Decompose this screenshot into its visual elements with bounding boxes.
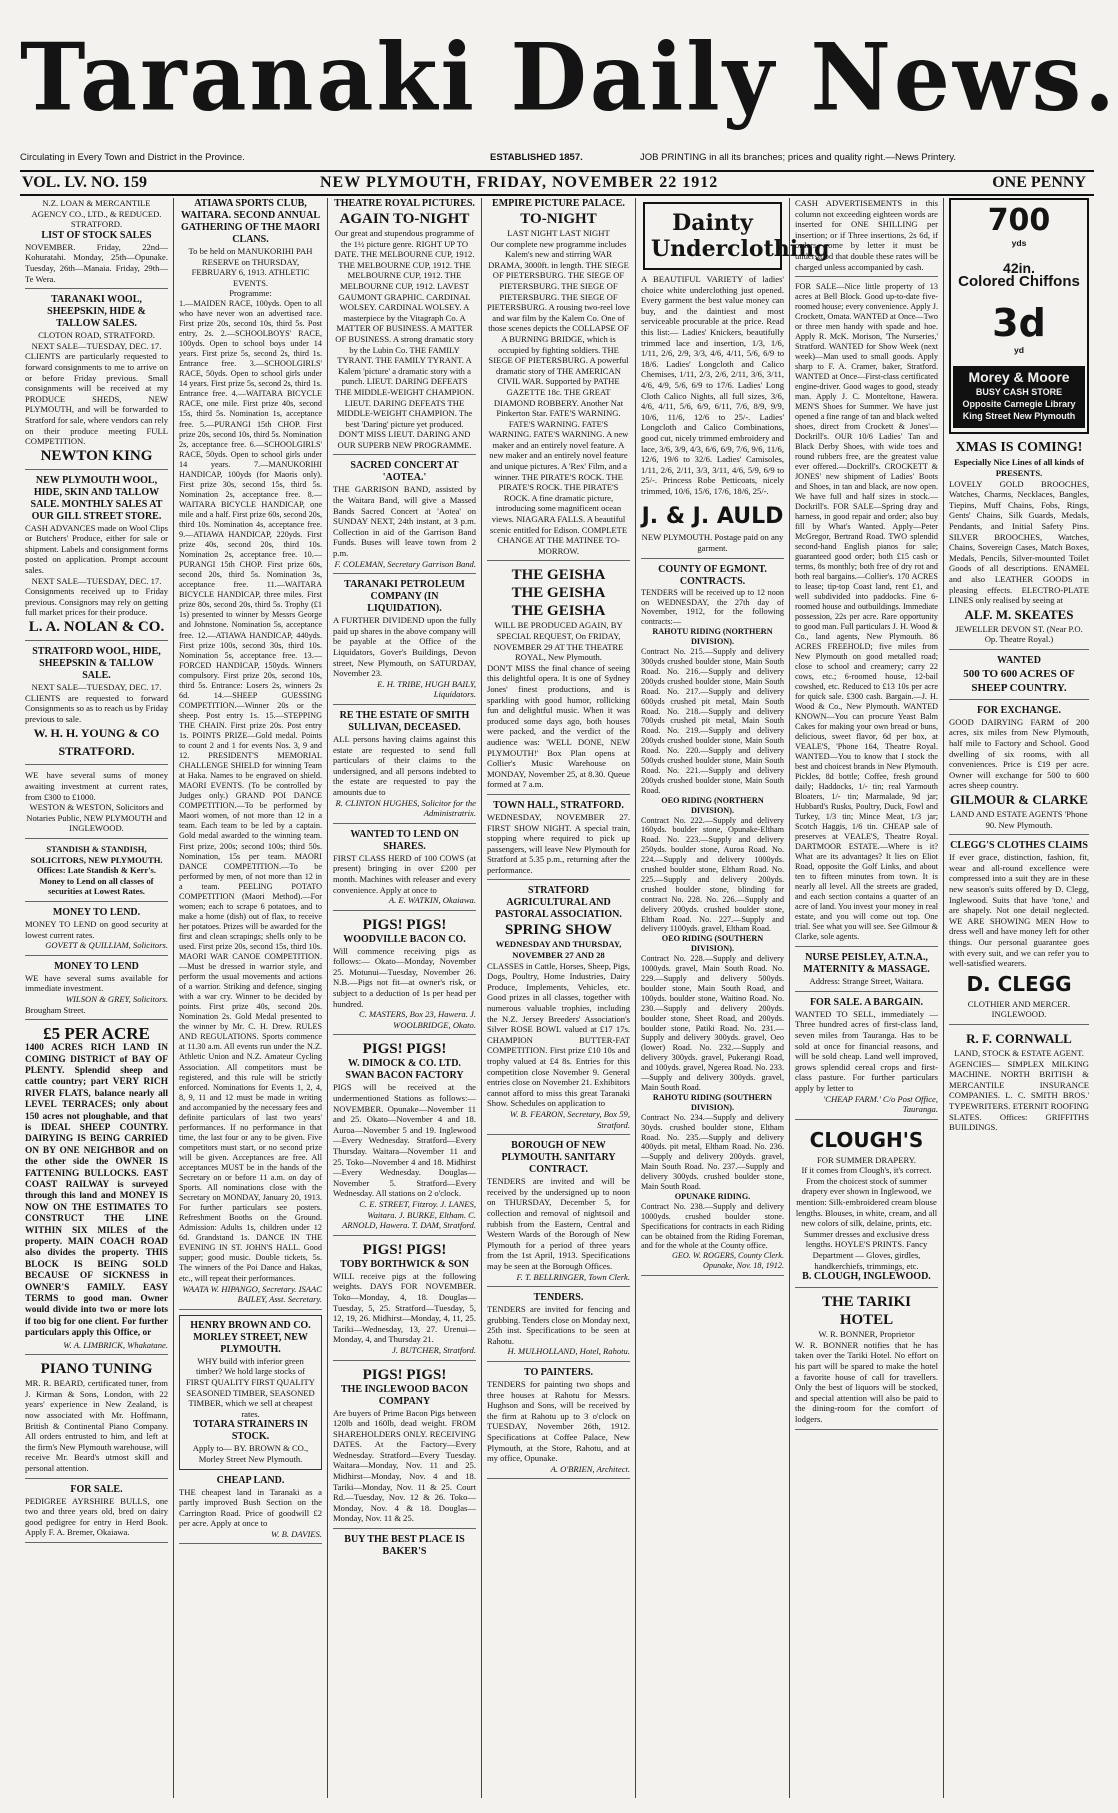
ad-body: TENDERS for painting two shops and three houses at Rahotu for Messrs. Hughson and Sons, will be received by the firm at Rahotu up to 3 o'clock on TUESDAY, November 26th, 1912. Specifications at Coffee Palace, New Plymouth, at the Store, Rahotu, and at my office, Opunake. bbox=[487, 1379, 630, 1464]
spring-show-ad bbox=[487, 885, 630, 1135]
ad-body: CLIENTS are particularly requested to forward consignments to me to arrive on or before Friday previous. Small consignments will be received at my PRODUCE SHEDS, NEW PLYMOUTH, and will be forwarded to Stratford for sale, where vendors can rely on their produce meeting FULL COMPETITION. bbox=[25, 351, 168, 447]
ad-signature: H. MULHOLLAND, Hotel, Rahotu. bbox=[507, 1346, 630, 1357]
ad-signature: ALF. M. SKEATES bbox=[964, 606, 1074, 622]
ad-date: NEXT SALE—TUESDAY, DEC. 17. bbox=[31, 340, 162, 351]
dainty-underclothing-ad bbox=[641, 202, 830, 559]
ad-signature: C. MASTERS, Box 23, Hawera. J. WOOLBRIDGE, Okato. bbox=[359, 1009, 476, 1030]
ad-subtitle: AGAIN TO-NIGHT bbox=[339, 211, 470, 227]
ad-body: THE GARRISON BAND, assisted by the Waitara Band, will give a Massed Bands Sacred Concert at 'Aotea' on SUNDAY NEXT, 24th instant, at 3 p.m. Collection in aid of the Garrison Band Funds. Buses will leave town from 2 p.m. bbox=[333, 484, 476, 559]
column-2 bbox=[174, 198, 328, 1798]
clough-ad bbox=[795, 1125, 938, 1289]
ad-subtitle: FOR SUMMER DRAPERY. bbox=[817, 1154, 916, 1165]
ad-address: CLOTON ROAD, STRATFORD. bbox=[38, 330, 155, 341]
painters-ad bbox=[487, 1367, 630, 1479]
morey-moore-banner bbox=[953, 366, 1085, 429]
section-heading: RAHOTU RIDING (SOUTHERN DIVISION). bbox=[652, 1092, 773, 1112]
theatre-royal-ad bbox=[333, 198, 476, 455]
ad-title: THE TARIKI HOTEL bbox=[821, 1294, 912, 1329]
piano-tuning-ad bbox=[25, 1360, 168, 1478]
ad-signature: D. CLEGG bbox=[966, 971, 1072, 996]
ad-body: WE have several sums available for immediate investment. bbox=[25, 972, 168, 994]
ad-signature: B. CLOUGH, INGLEWOOD. bbox=[802, 1271, 931, 1283]
wanted-shares-ad bbox=[333, 829, 476, 911]
ad-date: NEXT SALE—TUESDAY, DEC. 17. bbox=[31, 575, 162, 586]
ad-body: WILL receive pigs at the following weights. DAYS FOR NOVEMBER. Toko—Monday, 4, 18. Douglas—Tuesday, 5, 25. Stratford—Tuesday, 5, 12, 19, 26. Midhirst—Monday, 4, 11, 25. Tariki—Wednesday, 13, 27. Urenui—Monday, 4, and Thursday 21. bbox=[333, 1270, 476, 1345]
sacred-concert-ad bbox=[333, 460, 476, 574]
established-note: ESTABLISHED 1857. bbox=[490, 152, 583, 163]
ad-body: If it comes from Clough's, it's correct. From the choicest stock of summer drapery ever shown in Inglewood, we mention: Silk-embroidered cream blouse lengths. Blouses, in white, cream, and all new colors of silk, delaine, prints, etc. Summer dresses and exclusive dress lengths. HOYLE'S PRINTS. Fancy Department — Gloves, girdles, handkerchiefs, trimmings, etc. bbox=[795, 1165, 938, 1271]
ad-body: NOVEMBER. Friday, 22nd—Kohuratahi. Monday, 25th—Opunake. Tuesday, 26th—Manaia. Friday, 29th—Te Wera. bbox=[25, 241, 168, 284]
ad-body: THE cheapest land in Taranaki as a partly improved Bush Section on the Carrington Road. Price of goodwill £2 per acre. Apply at once to bbox=[179, 1486, 322, 1529]
column-1 bbox=[20, 198, 174, 1798]
standish-ad bbox=[25, 844, 168, 902]
woodville-bacon-ad bbox=[333, 916, 476, 1036]
classified-ads: FOR SALE—Nice little property of 13 acres at Bell Block. Good up-to-date five-roomed house; every convenience. Apply J. Crockett, Omata. WANTED at Once—Two or three men handy with spade and hoe. Apply R. McK. Morison, 'The Nurseries,' Stratford. WANTED for Show Week (next week)—Man used to small goods. Apply sharp to F. A. Cramer, baker, Stratford. WANTED at Once—First-class certificated engine-driver. Good wages to good, steady man. Apply J. C. Monteltone, Hawera. MEN'S Shoes for Summer. We have just opened a fine range of tan and black welted shoes, direct from Crockett & Jones'—Dockrill's. OUR 10/6 Ladies' Tan and Black Derby Shoes, with wide toes and round rubbers free, are the greatest value ever offered.—Dockrill's. CROCKETT & JONES' new shipment of Ladies' Boots and Shoes, in tan and black, are now open. We have full and half sizes in stock.—Dockrill's. FOR SALE—Spring dray and harness, in good repair and order; also buy fill by What's Wanted. Apply—Peter McGregor, Bertrand Road. TWO splendid second-hand English pianos for sale; guaranteed good order; both £15 cash or terms, 8s monthly; both free of dry rot and both real bargains.—Collier's. 170 ACRES to lease; tip-top Coast land, rent £1, and well subdivided into paddocks. Fine 6-roomed house and outbuildings. Immediate possession, 22s per acre. Rare opportunity to good man. Full particulars J. H. Wood & Co., land agents, New Plymouth. 86 ACRES FREEHOLD; five miles from New Plymouth on good metalled road; close to school and creamery; carry 22 cows, etc.; 6-roomed house, 12-bail cowshed, etc. Reduced to £13 10s per acre for quick sale. £300 cash. Bargain.—J. H. Wood & Co., New Plymouth. WANTED KNOWN—You can procure Yeast Balm Cakes for making your own bread or buns, delicious, sweet flavor, 6d per box, at VEALE'S, 'Phone 164, Theatre Royal. WANTED—You to know that I stock the best and choicest brands in New Plymouth. Pickles, 8d bottle; Coffee, fresh ground daily; Haddocks, 1/- tin; real Yarmouth Bloaters, 1/- tin; Marmalade, 9d jar; Hubbard's Rusks, Poultry, Duck, Fowl and Turkey, 1/3 tin; Mince Meat, 1/3 jar; Scotch Haggis, 1/6 tin. CHEAP sale of preserves at VEALE'S, Theatre Royal. DARTMOOR ESTATE.—Where is it? What are its advantages? It lies on Eliot Road, opposite the Golf Links, and about ten to fifteen minutes from town. It is nearly all level. All the streets are graded, and each section contains a quarter of an acre of land. You invest your money in real estate, and you will come out top. One trial. See what you will see. See Gilmour & Clarke, sole agents. bbox=[795, 282, 939, 942]
swan-bacon-ad bbox=[333, 1040, 476, 1235]
ad-date: NEXT SALE—TUESDAY, DEC. 17. bbox=[31, 682, 162, 693]
ad-subtitle: Especially Nice Lines of all kinds of PRESENTS. bbox=[954, 457, 1084, 478]
ad-body: PIGS will be received at the undermentioned Stations as follows:— NOVEMBER. Opunake—November 11 and 25. Okato—November 4 and 18. Auroa—November 5 and 19. Inglewood—Every Wednesday. Stratford—Every Thursday. Waitara—November 11 and 25. Toko—November 4 and 18. Midhirst—Every Wednesday. Douglas—November 5. Stratford—Every Wednesday. All stations on 2 o'clock. bbox=[333, 1082, 476, 1199]
ad-title: XMAS IS COMING! bbox=[955, 440, 1083, 456]
estate-notice bbox=[333, 710, 476, 824]
bulls-for-sale-ad bbox=[25, 1484, 168, 1543]
width-label: 42in. bbox=[1003, 259, 1035, 276]
ad-body: TENDERS are invited and will be received by the undersigned up to noon on THURSDAY, December 5, for collection and removal of nightsoil and rubbish from the Eastern, Central and Western Wards of the Borough of New Plymouth for a period of three years from the 1st April, 1913. Specifications may be seen at the Borough Offices. bbox=[487, 1176, 630, 1271]
clegg-ad bbox=[949, 840, 1089, 1025]
dainty-title-1: Dainty bbox=[672, 210, 753, 236]
ad-title: TO PAINTERS. bbox=[523, 1367, 594, 1379]
ad-body: GOOD DAIRYING FARM of 200 acres, six miles from New Plymouth, half mile to Factory and School. Good dwelling of six rooms, with all conveniences. Price is £19 per acre. Owner will exchange for 500 to 600 acres sheep country. bbox=[949, 716, 1089, 791]
ad-title: FOR SALE. bbox=[70, 1483, 123, 1495]
ad-body: TENDERS will be received up to 12 noon on WEDNESDAY, the 27th day of November, 1912, for the following contracts:— bbox=[641, 587, 784, 627]
section-heading: OEO RIDING (NORTHERN DIVISION). bbox=[661, 795, 764, 815]
ad-signature: GEO. W. ROGERS, County Clerk. Opunake, Nov. 18, 1912. bbox=[671, 1251, 784, 1271]
ad-signature: F. COLEMAN, Secretary Garrison Band. bbox=[334, 558, 476, 569]
ad-title: FOR EXCHANGE. bbox=[977, 704, 1061, 716]
ad-title: R. F. CORNWALL bbox=[966, 1030, 1072, 1046]
ad-subtitle: TOBY BORTHWICK & SON bbox=[340, 1258, 469, 1270]
columns bbox=[20, 198, 1094, 1798]
ad-title: MONEY TO LEND bbox=[54, 960, 139, 972]
ad-signature: W. B. FEARON, Secretary, Box 59, Stratford. bbox=[509, 1108, 630, 1130]
column-6 bbox=[790, 198, 944, 1798]
ad-dates: WEDNESDAY AND THURSDAY, NOVEMBER 27 AND 28 bbox=[495, 939, 622, 961]
ad-body: WANTED TO SELL, immediately — Three hundred acres of first-class land, seven miles from Tauranga. Has to be sold at once for financial reasons, and will be sold cheap. Land well improved, grows splendid cereal crops and first-class pasture. For further particulars apply by letter to bbox=[795, 1008, 938, 1093]
exchange-ad bbox=[949, 705, 1089, 835]
ad-signature: C. E. STREET, Fitzroy. J. LANES, Waitara. J. BURKE, Eltham. C. ARNOLD, Hawera. T. DAM, Stratford. bbox=[342, 1198, 476, 1231]
ad-title: WANTED bbox=[997, 654, 1041, 666]
store-address: BUSY CASH STORE Opposite Carnegie Library King Street New Plymouth bbox=[962, 387, 1076, 422]
empire-picture-palace-ad bbox=[487, 198, 630, 561]
contract-list: Contract No. 215.—Supply and delivery 300yds crushed boulder stone, Main South Road. No. 216.—Supply and delivery 200yds crushed boulder stone, Main South Road. No. 217.—Supply and delivery 600yds crushed pit metal, Main South Road. No. 218.—Supply and delivery 700yds crushed pit metal, Main South Road. No. 219.—Supply and delivery 200yds crushed boulder stone, Main South Road. No. 220.—Supply and delivery 500yds crushed boulder stone, Main South Road. No. 221.—Supply and delivery 200yds crushed boulder stone, Main South Road. bbox=[641, 647, 784, 795]
ad-signature: WAATA W. HIPANGO, Secretary. ISAAC BAILEY, Asst. Secretary. bbox=[182, 1283, 322, 1305]
ad-title: WANTED TO LEND ON SHARES. bbox=[350, 828, 459, 852]
ad-body: 1.—MAIDEN RACE, 100yds. Open to all who have never won an advertised race. First prize 20s, second 10s, third 5s. Post entry, 2s. 2.—SCHOOLBOYS' RACE, 100yds. Open to school boys under 14 years. First prize 5s, second 2s, third 1s. Entrance free. 3.—SCHOOLGIRLS' RACE, 50yds. Open to school girls under 14 years. First prize 5s, second 2s, third 1s. Entrance free. 4.—WAITARA BICYCLE RACE, one mile. First prize 40s, second 15s, third 5s. Nomination 1s, acceptance free. 5.—PURANGI 15th CHOP. First prize 20s, second 10s, third 5s. Nomination 2s, acceptance free. 6.—SCHOOLGIRLS' RACE, 50yds. Open to school girls under 14 years. 7.—MANUKORIHI HANDICAP, 100yds (for Maoris only). First prize 30s, second 15s, third 5s. Nomination 2s, acceptance free. 8.—WAITARA BICYCLE HANDICAP, one mile and a half. First prize 60s, second 20s, third 10s. Nomination 4s, acceptance free. 9.—ATIAWA HANDICAP, 220yds. First prize 40s, second 20s, third 10s. Nomination 2s, acceptance free. 10.—PURANGI 15th CHOP. First prize 60s, second 20s, third 5s. Nomination 3s, acceptance free. 11.—WAITARA BICYCLE HANDICAP, three miles. First prize 80s, second 20s, third 5s. Trophy (£1 1s) presented to winner by Messrs George and Johnstone. Nomination 5s, acceptance free. 12.—ATIAWA HANDICAP, 440yds. First prize 100s, second 30s, third 10s. Nomination 5s, acceptance free. 13.—FORCED HANDICAP, 150yds. Winners compulsory. First prize 20s, second 10s, third 5s. Entrance: Losers 2s, winners 2s 6d. 14.—SHEEP GUESSING COMPETITION.—Winner 20s or the sheep. Post entry 1s. 15.—STEPPING THE CHAIN. First prize 20s. Post entry 1s. POINTS PRIZE—Gold medal. Points to count 2 and 1 for events Nos. 3, 9 and 12. PRESIDENT'S MEMORIAL CHALLENGE SHIELD for winning Team at Haka. Names to be engraved on shield. MAORI EVENTS. (To be controlled by Judges only.) GRAND POI DANCE COMPETITION.—To be performed by Maori women, of not more than 12 in a team. Each team to be led by a captain. Gold medal awarded to the winning team. First prize, 200s; second 100s; third 50s. Nomination, 15s per team. MAORI DANCE COMPETITION.—To be performed by men, of not more than 12 in a team. PEELING POTATO COMPETITION (Maori Method).—For women; each to scrape 6 potatoes, and to make a home (dish) out of flax, to receive her potatoes. Prizes will be awarded for the first and clean scrapings; shells only to be used. First prize 20s, second 15s, third 10s. MAORI WAR CANOE COMPETITION.—Must be dressed in warrior style, and perform the usual movements and actions of a warrior. Striking and defence, singing with a war cry. Winner to be decided by points. First prize 40s, second 20s. Nomination 2s. Gold Medal presented to the winner by Mr. C. H. Drew. RULES AND REGULATIONS. Sports commence at 11.30 a.m. All events run under the N.Z. Athletic Union and N.Z. Amateur Cycling Association. All competitors must be registered, and this rule will be strictly enforced. Nominations for Events 1, 2, 4, 8, 9, 11 and 12 must be made in writing and accompanied by the necessary fees and definite particulars of last two years' performances. If no performance in that time, the last four or any to be given. Five competitors must start, or no second prize will be given. Acceptances are free. All acceptances MUST be in the hands of the Secretary on or before 11 a.m. on day of Sports. All nominations close with the Secretary on MONDAY, January 20, 1913. For further particulars see posters. Refreshment Booths on the Ground. Admission: Adults 1s, children under 12 6d. Grandstand 1s. DANCE IN THE EVENING IN ST. JOHN'S HALL. Good supper; good music. Double tickets, 5s. The winners of the Poi Dance and Hakas, etc., will repeat their performances. bbox=[179, 298, 322, 1283]
section-heading: OEO RIDING (SOUTHERN DIVISION). bbox=[661, 934, 764, 954]
ad-body: A FURTHER DIVIDEND upon the fully paid up shares in the above company will be payable at the Office of the Liquidators, Gover's Buildings, Devon street, New Plymouth, on SATURDAY, November 23. bbox=[333, 615, 476, 679]
issue-row bbox=[20, 170, 1094, 196]
tenders-ad bbox=[487, 1292, 630, 1362]
cornwall-ad bbox=[949, 1030, 1089, 1137]
section-heading: OPUNAKE RIDING. bbox=[674, 1191, 751, 1201]
ad-signature: GOVETT & QUILLIAM, Solicitors. bbox=[45, 940, 168, 951]
ad-subtitle: SPRING SHOW bbox=[504, 922, 613, 939]
ad-body: AGENCIES— SIMPLEX MILKING MACHINE. NORTH BRITISH & MERCANTILE INSURANCE COMPANIES. L. C. SMITH BROS.' TYPEWRITERS. ETERNIT ROOFING SLATES. Offices: GRIFFITHS BUILDINGS. bbox=[949, 1058, 1089, 1133]
ad-subtitle: W. DIMOCK & CO. LTD. SWAN BACON FACTORY bbox=[345, 1058, 464, 1082]
ad-body: Our complete new programme includes Kalem's new and stirring WAR DRAMA, 3000ft. in length. THE SIEGE OF PIETERSBURG. THE SIEGE OF PIETERSBURG. THE SIEGE OF PIETERSBURG. THE SIEGE OF PIETERSBURG. A rousing two-reel love and war film by the Kalem Co. One of those scenes depicts the COLLAPSE OF A BURNING BRIDGE, which is occupied by fighting soldiers. THE SIEGE OF PIETERSBURG. A powerful dramatic story of THE AMERICAN CIVIL WAR. Supported by PATHE GAZETTE 18c. THE GREAT DIAMOND ROBBERY. Another Nat Pinkerton Star. FATE'S WARNING. FATE'S WARNING. FATE'S WARNING. FATE'S WARNING. A new maker and an entirely novel feature. A new maker and an entirely novel feature and unique pictures. A 'Rex' Film, and a winner. THE PIRATE'S ROCK. THE PIRATE'S ROCK. THE PIRATE'S ROCK. A fine dramatic picture, introducing some magnificent ocean views. NIAGARA FALLS. A beautiful scenic entitled for Edison. COMPLETE CHANGE AT THE MATINEE TO-MORROW. bbox=[487, 238, 630, 556]
land-for-sale-ad bbox=[25, 1025, 168, 1355]
ad-body: WEDNESDAY, NOVEMBER 27. FIRST SHOW NIGHT. A special train, stopping where required to pick up passengers, will leave New Plymouth for Stratford at 5.35 p.m., returning after the performance. bbox=[487, 811, 630, 875]
ad-address: LAND AND ESTATE AGENTS 'Phone 90. New Plymouth. bbox=[950, 809, 1088, 830]
farm-bargain-ad bbox=[795, 997, 938, 1120]
product-name: Colored Chiffons bbox=[958, 273, 1080, 291]
ad-title: THEATRE ROYAL PICTURES. bbox=[334, 198, 475, 209]
contract-list: Contract No. 222.—Supply and delivery 160yds. boulder stone, Opunake-Eltham Road. No. 223.—Supply and delivery 250yds. boulder stone, Auroa Road. No. 224.—Supply and delivery 1000yds. crushed boulder stone, Eltham Road. No. 225.—Supply and delivery 200yds. crushed boulder stone, blinding for contract No. 228. No. 226.—Supply and delivery 200yds. crushed boulder stone, Eltham Road. No. 227.—Supply and delivery 1100yds. gravel, Eltham Road. bbox=[641, 815, 784, 934]
ad-label: TOTARA STRAINERS IN STOCK. bbox=[193, 1419, 308, 1443]
ad-title: PIGS! PIGS! bbox=[362, 1366, 447, 1383]
ad-signature: NEWTON KING bbox=[40, 447, 153, 464]
ad-signature: L. A. NOLAN & CO. bbox=[28, 619, 165, 636]
ad-body: FIRST CLASS HERD of 100 COWS (at present) bringing in over £200 per month. Machines with releaser and every convenience. Apply at once to bbox=[333, 852, 476, 895]
egmont-county-contracts bbox=[641, 564, 784, 1277]
ad-title: SACRED CONCERT AT 'AOTEA.' bbox=[350, 460, 459, 484]
borthwick-ad bbox=[333, 1241, 476, 1361]
petroleum-ad bbox=[333, 579, 476, 705]
stock-sales-ad bbox=[25, 198, 168, 289]
bakers-ad: BUY THE BEST PLACE IS BAKER'S bbox=[344, 1534, 465, 1558]
ad-body: A BEAUTIFUL VARIETY of ladies' choice white underclothing just opened. Every garment the best value money can buy, and the daintiest and most serviceable procurable at the price. Read this list:— Ladies' Knickers, beautifully trimmed lace and insertion, 1/3, 1/6, 1/11, 2/6, 2/9, 3/3, 4/6, 4/11, 5/6, 6/9 to 18/6. Ladies' Longcloth and Calico Chemises, 1/11, 2/3, 2/6, 2/11, 3/6, 3/11, 4/6, 4/9, 5/6, 6/9 to 17/6. Ladies' Long Cloth Calico Nights, all full sizes, 3/6, 4/6, 4/11, 5/6, 6/9, 6/11, 7/6, 8/9, 9/9, 10/6, 11/6, 12/6 to 25/-. Ladies' Longcloth and Calico Combinations, good cut, nicely trimmed embroidery and lace, 3/6, 3/9, 4/3, 6/6, 6/9, 7/6, 9/6, 11/6, 12/6, 19/6 to 32/6. Ladies' Camisoles, 1/11, 2/6, 2/11, 3/3, 3/11, 4/6, 5/9, 6/9 to 25/-. Princess Robe Petticoats, nicely trimmed, 10/6, 15/6, 17/6, 18/6, 25/-. bbox=[641, 274, 784, 496]
ad-body: LOVELY GOLD BROOCHES, Watches, Charms, Necklaces, Bangles, Tiepins, Muff Chains, Fobs, Rings, Gents' Chains, Silk Guards, Medals, Pendants, and Initial Safety Pins. SILVER BROOCHES, Watches, Chains, Sovereign Cases, Match Boxes, Medals, Pencils, Silver-mounted Toilet Goods of all descriptions. ENAMEL and also LEATHER GOODS in pleasing effects. ELECTRO-PLATE LINES only realised by seeing at bbox=[949, 478, 1089, 606]
ad-body: Consignments received up to Friday previous. Consignors may rely on getting full market prices for their produce. bbox=[25, 586, 168, 618]
ad-signature: R. CLINTON HUGHES, Solicitor for the Administratrix. bbox=[335, 797, 476, 819]
ad-title: LIST OF STOCK SALES bbox=[41, 229, 152, 241]
ad-body: Will commence receiving pigs as follows:— Okato—Monday, November 25. Motunui—Tuesday, November 26. N.B.—Pigs not fit—at owner's risk, or subject to a deduction of 1s per head per hundred. bbox=[333, 945, 476, 1009]
ad-title: NEW PLYMOUTH WOOL, HIDE, SKIN AND TALLOW SALE. MONTHLY SALES AT OUR GILL STREET STORE. bbox=[30, 474, 163, 522]
ad-label: Programme: bbox=[229, 288, 272, 299]
masthead bbox=[0, 0, 1118, 191]
price-number: 3d bbox=[992, 301, 1046, 346]
price-unit: yd bbox=[1013, 345, 1025, 356]
ad-signature: Apply to— BY. BROWN & CO., Morley Street New Plymouth. bbox=[192, 1443, 309, 1464]
wanted-sheep-country-ad bbox=[949, 655, 1089, 700]
ad-signature: 'CHEAP FARM.' C/o Post Office, Tauranga. bbox=[823, 1093, 938, 1115]
ad-title: COUNTY OF EGMONT. CONTRACTS. bbox=[658, 563, 767, 587]
ad-address: JEWELLER DEVON ST. (Near P.O. Op. Theatre Royal.) bbox=[955, 623, 1083, 645]
ad-address: Address: Strange Street, Waitara. bbox=[809, 976, 924, 987]
ad-title: EMPIRE PICTURE PALACE. bbox=[492, 198, 625, 209]
xmas-ad bbox=[949, 439, 1089, 650]
dainty-title-2: Underclothing bbox=[651, 236, 830, 262]
column-4 bbox=[482, 198, 636, 1798]
ad-title: ATIAWA SPORTS CLUB, WAITARA. SECOND ANNUAL GATHERING OF THE MAORI CLANS. bbox=[181, 198, 320, 245]
ad-title: FOR SALE. A BARGAIN. bbox=[809, 996, 924, 1008]
ad-signature: GILMOUR & CLARKE bbox=[950, 792, 1088, 808]
volume-number: VOL. LV. NO. 159 bbox=[22, 174, 148, 191]
dateline: NEW PLYMOUTH, FRIDAY, NOVEMBER 22 1912 bbox=[320, 174, 719, 191]
ad-title: PIGS! PIGS! bbox=[362, 1041, 447, 1058]
contract-list: Contract No. 228.—Supply and delivery 1000yds. gravel, Main South Road. No. 229.—Supply and delivery 500yds. boulder stone, Main South Road, and 100yds. boulder stone, Waitino Road. No. 230.—Supply and delivery 200yds. boulder stone, Sheet Road, and 200yds. boulder stone, Patiki Road. No. 231.—Supply and delivery 300yds. gravel, Oeo (lower) Road. No. 232.—Supply and delivery 300yds. gravel, Pukerangi Road, and 100yds. gravel, Ngerea Road. No. 233.—Supply and delivery 300yds. gravel, Main South Road. bbox=[641, 954, 784, 1092]
ad-title: CLEGG'S CLOTHES CLAIMS bbox=[950, 840, 1088, 852]
tariki-hotel-ad bbox=[795, 1293, 938, 1429]
small-ads bbox=[795, 282, 938, 947]
column-7 bbox=[944, 198, 1094, 1798]
stratford-wool-ad bbox=[25, 646, 168, 765]
ad-signature: J. BUTCHER, Stratford. bbox=[392, 1344, 476, 1355]
ad-body-more: DON'T MISS the final chance of seeing this delightful opera. It is one of Sydney Jones' finest productions, and is sparkling with good humor, rollicking fun and delightful music. When it was produced some days ago, both houses were packed, and the verdict of the audience was: 'WELL DONE, NEW PLYMOUTH!' Box Plan opens at Collier's Music Warehouse on MONDAY, November 25, at 8.30. Queue formed at 7 a.m. bbox=[487, 662, 630, 790]
ad-title: TARANAKI WOOL, SHEEPSKIN, HIDE & TALLOW SALES. bbox=[47, 294, 146, 330]
column-3 bbox=[328, 198, 482, 1798]
dainty-box bbox=[643, 202, 830, 270]
ad-title: CHEAP LAND. bbox=[216, 1474, 285, 1486]
ad-subtitle: THE INGLEWOOD BACON COMPANY bbox=[340, 1383, 469, 1407]
ad-label: LAST NIGHT LAST NIGHT bbox=[507, 228, 610, 238]
tagline-row bbox=[20, 152, 1094, 166]
ad-signature: A. E. WATKIN, Okaiawa. bbox=[388, 895, 476, 906]
ad-subtitle: LAND, STOCK & ESTATE AGENT. bbox=[954, 1047, 1084, 1058]
henry-brown-ad bbox=[179, 1315, 322, 1470]
contract-list: Contract No. 238.—Supply and delivery 1000yds. crushed boulder stone. Specifications for contracts in each Riding can be obtained from the Riding Foreman, and for the whole at the County office. bbox=[641, 1201, 784, 1251]
ad-subtitle: To be held on MANUKORIHI PAH RESERVE on THURSDAY, FEBRUARY 6, 1913. ATHLETIC EVENTS. bbox=[188, 246, 313, 288]
contract-list: Contract No. 234.—Supply and delivery 30yds. crushed boulder stone, Eltham Road. No. 235.—Supply and delivery 400yds. pit metal, Eltham Road. No. 236.—Supply and delivery 200yds. gravel, Main South Road. No. 237.—Supply and delivery 300yds. crushed boulder stone, Main South Road. bbox=[641, 1112, 784, 1192]
cash-ads-notice bbox=[795, 198, 938, 277]
ad-signature: W. B. DAVIES. bbox=[270, 1528, 322, 1539]
sanitary-contract-ad bbox=[487, 1140, 630, 1287]
ad-body: ALL persons having claims against this estate are requested to send full particulars of their claims to the undersigned, and all persons indebted to the estate are requested to pay the amounts due to bbox=[333, 733, 476, 797]
column-5 bbox=[636, 198, 830, 1798]
store-name: Morey & Moore bbox=[968, 368, 1070, 385]
wilson-ad bbox=[25, 961, 168, 1020]
ad-address: NEW PLYMOUTH. Postage paid on any garment. bbox=[641, 532, 784, 554]
ad-title: PIGS! PIGS! bbox=[362, 1241, 447, 1258]
geisha-line-1: THE GEISHA bbox=[511, 567, 606, 584]
np-wool-ad bbox=[25, 475, 168, 641]
ad-title: PIANO TUNING bbox=[40, 1361, 153, 1378]
ad-subtitle: W. R. BONNER, Proprietor bbox=[818, 1329, 915, 1340]
ad-title: MONEY TO LEND. bbox=[52, 906, 141, 918]
ad-title: BOROUGH OF NEW PLYMOUTH. SANITARY CONTRACT. bbox=[501, 1140, 616, 1176]
ad-title: NURSE PEISLEY, A.T.N.A., MATERNITY & MASSAGE. bbox=[803, 952, 930, 976]
geisha-line-3: THE GEISHA bbox=[511, 603, 606, 620]
ad-body: WHY build with inferior green timber? We hold large stocks of FIRST QUALITY FIRST QUALITY SEASONED TIMBER, SEASONED TIMBER, which we sell at cheapest rates. bbox=[186, 1355, 315, 1419]
ad-title: TENDERS. bbox=[533, 1292, 584, 1304]
ad-body: 500 TO 600 ACRES OF SHEEP COUNTRY. bbox=[963, 667, 1075, 694]
ad-body: TENDERS are invited for fencing and grubbing. Tenders close on Monday next, 25th inst. Specifications to be seen at Rahotu. bbox=[487, 1304, 630, 1346]
ad-title: CLOUGH'S bbox=[809, 1127, 924, 1152]
ad-body: PEDIGREE AYRSHIRE BULLS, one two and three years old, bred on dairy good pedigree for entry in Herd Book. Apply F. A. Bremer, Okaiawa. bbox=[25, 1495, 168, 1538]
ad-heading: N.Z. LOAN & MERCANTILE AGENCY CO., LTD., & REDUCED. STRATFORD. bbox=[31, 198, 162, 230]
ad-body: W. R. BONNER notifies that he has taken over the Tariki Hotel. No effort on his part will be spared to make the hotel a favorite house of call for travellers. Only the best of liquors will be stocked, and special attention will also be paid to the dining-room for the comfort of lodgers. bbox=[795, 1339, 938, 1424]
atiawa-sports-ad bbox=[179, 198, 322, 1310]
ad-body: STANDISH & STANDISH, SOLICITORS, NEW PLYMOUTH. Offices: Late Standish & Kerr's. Money to Lend on all classes of securities at Lowest Rates. bbox=[30, 843, 163, 897]
section-heading: RAHOTU RIDING (NORTHERN DIVISION). bbox=[652, 627, 773, 647]
ad-title: TOWN HALL, STRATFORD. bbox=[493, 799, 624, 811]
govett-ad bbox=[25, 907, 168, 956]
ad-subtitle: WOODVILLE BACON CO. bbox=[343, 933, 466, 945]
ad-address: CLOTHIER AND MERCER. INGLEWOOD. bbox=[967, 998, 1071, 1020]
geisha-line-2: THE GEISHA bbox=[511, 585, 606, 602]
ad-title: PIGS! PIGS! bbox=[362, 916, 447, 933]
inglewood-bacon-ad bbox=[333, 1366, 476, 1530]
ad-body: WE have several sums of money awaiting investment at current rates, from £300 to £1000. bbox=[25, 770, 168, 802]
ad-signature: W. A. LIMBRICK, Whakatane. bbox=[63, 1339, 168, 1350]
ad-title: £5 PER ACRE bbox=[43, 1024, 150, 1044]
ad-signature: WILSON & GREY, Solicitors. bbox=[65, 993, 168, 1004]
yardage-number: 700 bbox=[987, 203, 1051, 238]
ad-body: CLASSES in Cattle, Horses, Sheep, Pigs, Dogs, Poultry, Home Industries, Dairy Produce, Implements, Vehicles, etc. Good prizes in all classes, together with numerous valuable trophies, including the N.Z. Jersey Breeders' Association's Silver ROSE BOWL valued at £17 17s. CHAMPION BUTTER-FAT COMPETITION. First prize £10 10s and trophy valued at £4 8s. Entries for this competition close November 9. General entries close on November 21. Exhibitors cannot afford to miss this great Taranaki Show. Schedules on application to bbox=[487, 960, 630, 1109]
ad-address: Brougham Street. bbox=[25, 1004, 86, 1015]
job-printing-note: JOB PRINTING in all its branches; prices and quality right.—News Printery. bbox=[640, 152, 957, 163]
ad-title: STRATFORD WOOL, HIDE, SHEEPSKIN & TALLOW SALE. bbox=[32, 646, 161, 682]
chiffons-ad bbox=[949, 198, 1089, 434]
town-hall-ad bbox=[487, 800, 630, 881]
weston-ad bbox=[25, 770, 168, 839]
ad-body: If ever grace, distinction, fashion, fit, wear and all-round excellence were compressed into a suit they are in these new season's suits offered by D. Clegg, Inglewood. Suits that have 'tone,' and are shapely. Not one detail neglected. WE ARE SHOWING MEN How to dress well and have money left for other things. Our personal guarantee goes with every suit, and we can refer you to well-satisfied wearers. bbox=[949, 852, 1089, 969]
ad-title: TARANAKI PETROLEUM COMPANY (IN LIQUIDATION). bbox=[344, 579, 465, 615]
ad-signature: W. H. H. YOUNG & CO STRATFORD. bbox=[33, 726, 160, 759]
ad-subtitle: TO-NIGHT bbox=[520, 211, 597, 227]
ad-body: Our great and stupendous programme of the 1½ picture genre. RIGHT UP TO DATE. THE MELBOURNE CUP, 1912. THE MELBOURNE CUP, 1912. THE MELBOURNE CUP, 1912. THE MELBOURNE CUP, 1912. LAVEST GAUMONT GRAPHIC. CARDINAL WOLSEY. CARDINAL WOLSEY. A masterpiece by the Vitagraph Co. A MATTER OF BUSINESS. A MATTER OF BUSINESS. A strong dramatic story by the Lubin Co. THE FAMILY TYRANT. THE FAMILY TYRANT. A Kalem 'picture' a dramatic story with a punch. LIEUT. DARING DEFEATS THE MIDDLE-WEIGHT CHAMPION. LIEUT. DARING DEFEATS THE MIDDLE-WEIGHT CHAMPION. The best 'Daring' picture yet produced. DON'T MISS LIEUT. DARING AND OUR SUPERB NEW PROGRAMME. bbox=[334, 228, 475, 450]
ad-body: 1400 ACRES RICH LAND IN COMING DISTRICT of BAY OF PLENTY. Splendid sheep and cattle country; part VERY RICH RIVER FLATS, balance nearly all LEVEL TERRACES; only about 150 acres not ploughable, and that is IDEAL SHEEP COUNTRY. DAIRYING IS BEING CARRIED ON BY ONE NEIGHBOR and on the other side the OWNER IS FATTENING BULLOCKS. EAST COAST RAILWAY is surveyed through this land and MONEY IS NOW ON THE ESTIMATES TO CONSTRUCT THE LINE WITHIN SIX MILES of the property. MAIN COACH ROAD also divides the property. THIS BLOCK IS BEING SOLD BECAUSE OF SICKNESS in OWNER'S FAMILY. EASY TERMS to good man. Owner would divide into two or more lots if too big for one client. For further particulars apply this Office, or bbox=[25, 1043, 168, 1339]
ad-signature: J. & J. AULD bbox=[641, 504, 784, 530]
newspaper-title: Taranaki Daily News. bbox=[20, 22, 1118, 132]
circulation-note: Circulating in Every Town and District in the Province. bbox=[20, 152, 245, 163]
ad-title: HENRY BROWN AND CO. MORLEY STREET, NEW PLYMOUTH. bbox=[190, 1319, 311, 1355]
yardage-unit: yds bbox=[1011, 238, 1027, 248]
price: ONE PENNY bbox=[992, 174, 1086, 191]
ad-body: WILL BE PRODUCED AGAIN, BY SPECIAL REQUEST, On FRIDAY, NOVEMBER 29 AT THE THEATRE ROYAL, New Plymouth. bbox=[493, 620, 624, 663]
ad-body: Are buyers of Prime Bacon Pigs between 120lb and 160lb, dead weight. FROM SHAREHOLDERS ONLY. RECEIVING DATES. At the Factory—Every Wednesday. Stratford—Every Tuesday. Waitara—Monday, Nov. 11 and 25. Midhirst—Monday, Nov. 4 and 18. Tariki—Monday, Nov. 11 & 25. Court Rd.—Tuesday, Nov. 12 & 26. Toko—Monday, Nov. 4 & 18. Douglas—Monday, Nov. 11 & 25. bbox=[333, 1407, 476, 1524]
ad-body: CASH ADVANCES made on Wool Clips or Butchers' Produce, either for sale or shipment. Labels and consignment forms posted on application. Prompt account sales. bbox=[25, 522, 168, 576]
nurse-ad bbox=[795, 952, 938, 992]
ad-signature: A. O'BRIEN, Architect. bbox=[550, 1463, 630, 1474]
ad-title: RE THE ESTATE OF SMITH SULLIVAN, DECEASED. bbox=[339, 709, 470, 733]
ad-body: CLIENTS are requested to forward Consignments so as to reach us by Friday previous to sale. bbox=[25, 692, 168, 724]
ad-body: MR. R. BEARD, certificated tuner, from J. Kirman & Sons, London, with 22 years' experience in New Zealand, is now associated with Mr. Hoffmann, British & Continental Piano Company. All orders entrusted to him, and left at the firm's New Plymouth warehouse, will receive Mr. Beard's utmost skill and personal attention. bbox=[25, 1378, 168, 1473]
ad-body: CASH ADVERTISEMENTS in this column not exceeding eighteen words are inserted for ONE SHILLING per insertion; or if Three insertions, 2s 6d, if orders come by letter it must be understood that double these rates will be charged unless accompanied by cash. bbox=[795, 198, 938, 272]
ad-body: MONEY TO LEND on good security at lowest current rates. bbox=[25, 918, 168, 940]
geisha-ad bbox=[487, 566, 630, 795]
cheap-land-ad bbox=[179, 1475, 322, 1545]
ad-title: STRATFORD AGRICULTURAL AND PASTORAL ASSOCIATION. bbox=[495, 885, 622, 921]
ad-signature: WESTON & WESTON, Solicitors and Notaries Public, NEW PLYMOUTH and INGLEWOOD. bbox=[26, 802, 167, 834]
ad-signature: F. T. BELLRINGER, Town Clerk. bbox=[516, 1271, 630, 1282]
ad-signature: E. H. TRIBE, HUGH BAILY, Liquidators. bbox=[377, 678, 476, 700]
wool-sales-ad bbox=[25, 294, 168, 470]
